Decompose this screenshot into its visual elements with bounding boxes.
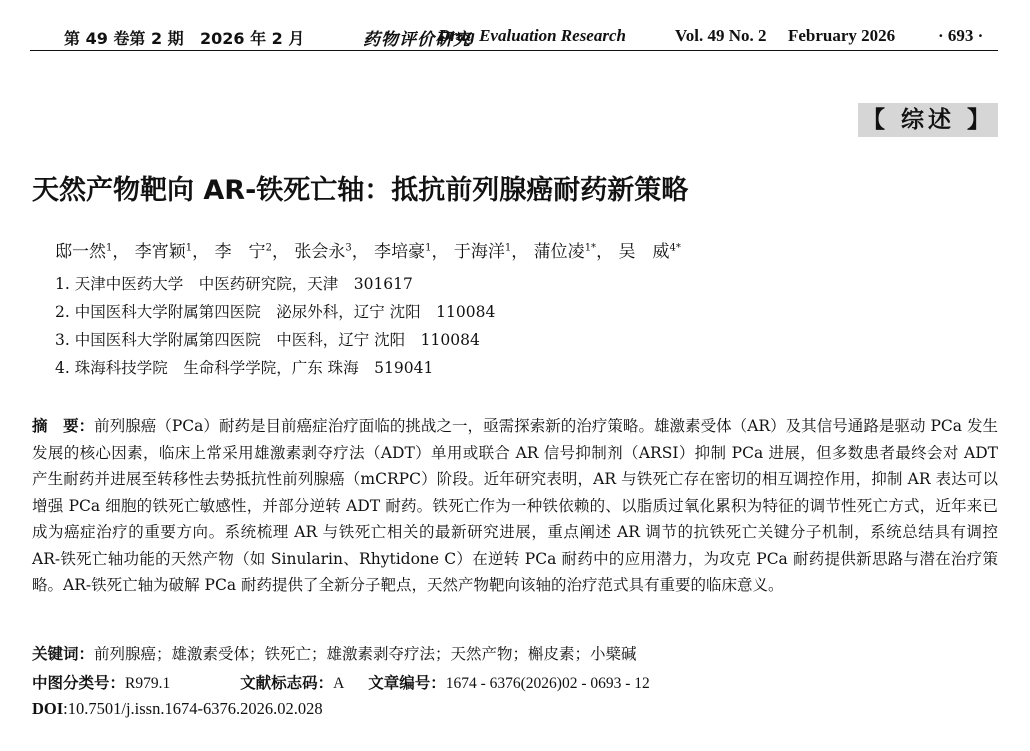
keywords-label: 关键词： (32, 645, 95, 663)
doc-code-label: 文献标志码： (240, 674, 334, 692)
running-header (30, 24, 998, 51)
author: 吴 威$^{4*}$ (618, 242, 681, 262)
clc-label: 中图分类号： (32, 674, 126, 692)
author: 邸一然$^1$， (55, 242, 130, 262)
author: 李 宁$^2$， (214, 242, 289, 262)
author: 于海洋$^1$， (453, 242, 529, 262)
page-number: · 693 · (938, 26, 984, 45)
volume-issue-en: Vol. 49 No. 2 (675, 26, 767, 45)
abstract-text: 前列腺癌（PCa）耐药是目前癌症治疗面临的挑战之一，亟需探索新的治疗策略。雄激素受体（AR）及其信号通路是驱动 PCa 发生发展的核心因素，临床上常采用雄激素剥夺疗法（ADT）单用或联合 AR 信号抑制剂（ARSI）抑制 PCa 进展，但多数患者最终会对 ADT 产生耐药并进展至转移性去势抵抗性前列腺癌（mCRPC）阶段。近年研究表明，AR 与铁死亡存在密切的相互调控作用，抑制 AR 表达可以增强 PCa 细胞的铁死亡敏感性，并部分逆转 ADT 耐药。铁死亡作为一种铁依赖的、以脂质过氧化累积为特征的调节性死亡方式，近年来已成为癌症治疗的重要方向。系统梳理 AR 与铁死亡相关的最新研究进展，重点阐述 AR 调节的抗铁死亡关键分子机制，系统总结具有调控 AR-铁死亡轴功能的天然产物（如 Sinularin、Rhytidone C）在逆转 PCa 耐药中的应用潜力，为攻克 PCa 耐药提供新思路与潜在治疗策略。AR-铁死亡轴为破解 PCa 耐药提供了全新分子靶点，天然产物靶向该轴的治疗范式具有重要的临床意义。 (32, 417, 998, 594)
keywords-line (32, 642, 637, 664)
article-category-badge: 【 综述 】 (858, 103, 998, 137)
article-number-value: 1674 - 6376(2026)02 - 0693 - 12 (445, 675, 650, 692)
author-list (55, 237, 681, 262)
doi-value[interactable]: :10.7501/j.issn.1674-6376.2026.02.028 (63, 699, 323, 718)
affiliation: 2. 中国医科大学附属第四医院 泌尿外科，辽宁 沈阳 110084 (55, 303, 496, 321)
journal-logo-cn: 药物评价研究 (363, 30, 471, 50)
author: 李培豪$^1$， (374, 242, 449, 262)
abstract-label: 摘 要： (32, 417, 95, 435)
clc-value: R979.1 (125, 675, 171, 692)
classification-line (32, 671, 650, 693)
affiliation: 1. 天津中医药大学 中医药研究院，天津 301617 (55, 275, 413, 293)
doc-code-value: A (333, 675, 345, 692)
author: 张会永$^3$， (294, 242, 369, 262)
date-cn: 2026 年 2 月 (200, 29, 305, 48)
abstract (32, 413, 998, 599)
volume-issue-cn: 第 49 卷第 2 期 (64, 29, 184, 48)
article-number-label: 文章编号： (368, 674, 446, 692)
affiliation: 3. 中国医科大学附属第四医院 中医科，辽宁 沈阳 110084 (55, 331, 480, 349)
doi-line (32, 699, 323, 719)
author: 蒲位凌$^{1*}$， (533, 242, 614, 262)
affiliation: 4. 珠海科技学院 生命科学学院，广东 珠海 519041 (55, 359, 434, 377)
doi-label: DOI (32, 699, 64, 718)
author: 李宵颖$^1$， (134, 242, 210, 262)
journal-name-en: Drug Evaluation Research (438, 26, 626, 45)
date-en: February 2026 (788, 26, 896, 45)
keywords-text: 前列腺癌；雄激素受体；铁死亡；雄激素剥夺疗法；天然产物；槲皮素；小檗碱 (94, 645, 637, 663)
article-title: 天然产物靶向 AR-铁死亡轴：抵抗前列腺癌耐药新策略 (32, 175, 689, 206)
